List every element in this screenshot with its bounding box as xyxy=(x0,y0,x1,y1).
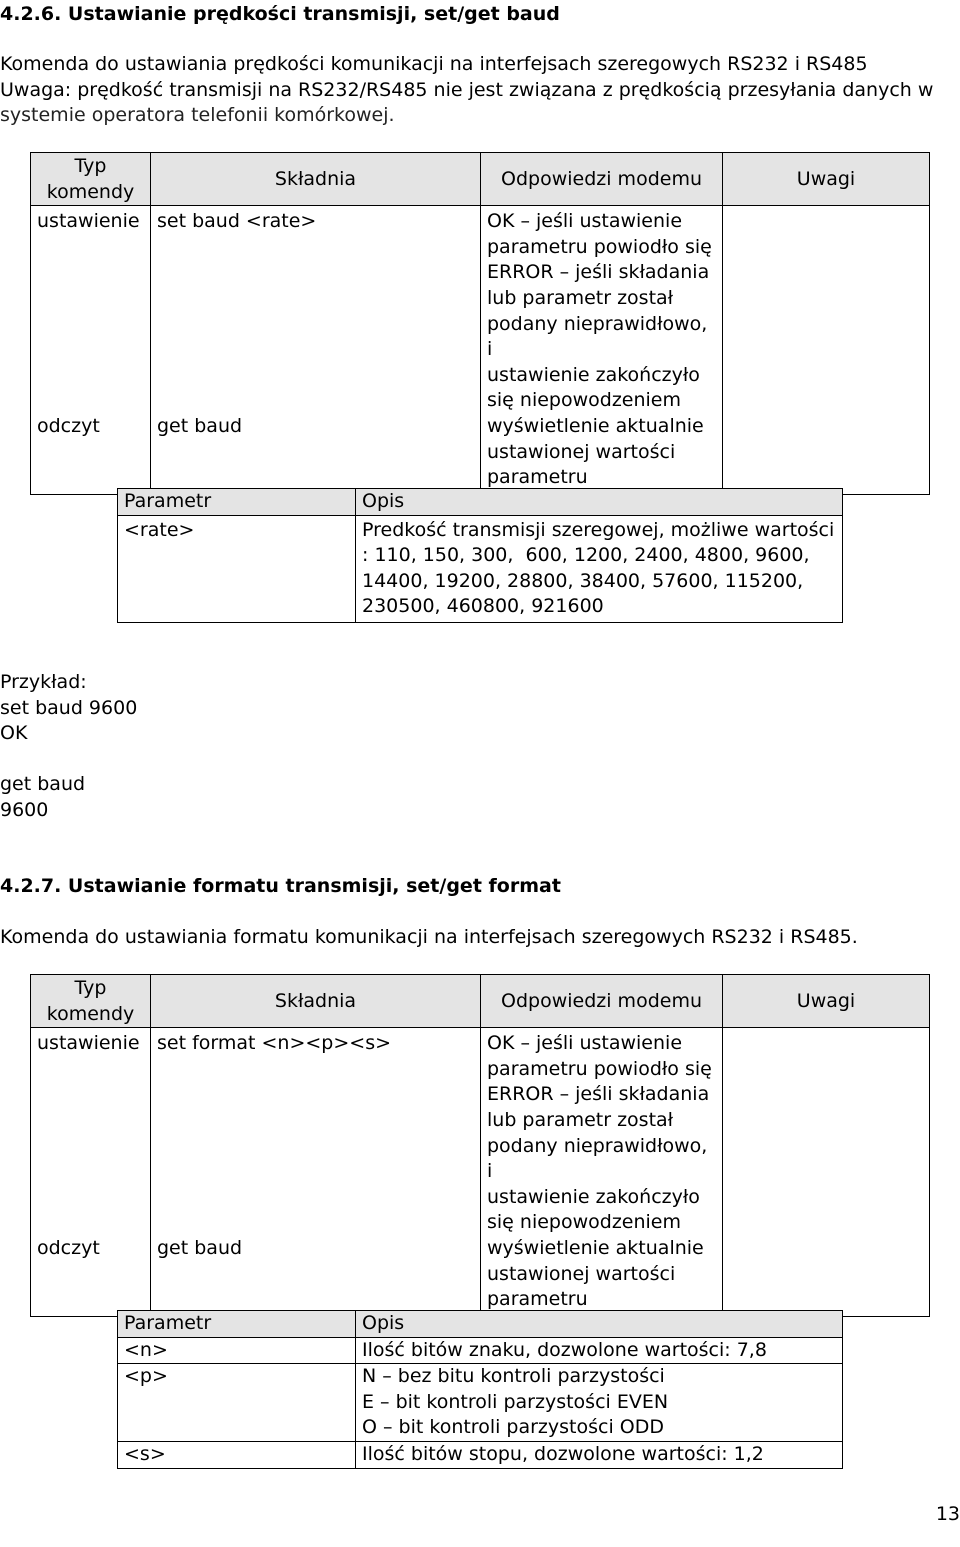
table-row xyxy=(118,1364,843,1442)
param-header-row xyxy=(118,489,843,516)
header-response: Odpowiedzi modemu xyxy=(481,975,723,1028)
intro-paragraph-format xyxy=(0,925,858,951)
cell-type: odczyt xyxy=(31,414,151,494)
param-table-baud xyxy=(117,488,843,623)
param-name: <rate> xyxy=(118,515,356,622)
example-line: OK xyxy=(0,722,28,745)
table-row xyxy=(118,1441,843,1468)
cell-syntax: get baud xyxy=(151,1236,481,1316)
header-type: Typ komendy xyxy=(31,153,151,206)
table-row xyxy=(118,515,843,622)
param-name: <n> xyxy=(118,1337,356,1364)
param-desc: Ilość bitów znaku, dozwolone wartości: 7,8 xyxy=(356,1337,843,1364)
example-line: get baud xyxy=(0,773,86,796)
table-row xyxy=(118,1337,843,1364)
cell-notes xyxy=(723,1236,930,1316)
table-header-row xyxy=(31,153,930,206)
section-heading-baud: 4.2.6. Ustawianie prędkości transmisji, set/get baud xyxy=(0,3,560,25)
example-block xyxy=(0,670,137,824)
param-header: Parametr xyxy=(118,1311,356,1338)
table-row xyxy=(31,1028,930,1236)
intro-line: Uwaga: prędkość transmisji na RS232/RS485 nie jest związana z prędkością przesyłania danych w xyxy=(0,78,934,101)
param-name: <p> xyxy=(118,1364,356,1442)
table-header-row xyxy=(31,975,930,1028)
cell-notes xyxy=(723,414,930,494)
table-row xyxy=(31,414,930,494)
table-row xyxy=(31,206,930,414)
command-table-format xyxy=(30,974,930,1317)
cell-response: wyświetlenie aktualnie ustawionej wartości parametru xyxy=(481,1236,723,1316)
header-notes: Uwagi xyxy=(723,975,930,1028)
cell-type: ustawienie xyxy=(31,1028,151,1236)
cell-response: OK – jeśli ustawienie parametru powiodło się ERROR – jeśli składania lub parametr został podany nieprawidłowo, i ustawienie zakończyło się niepowodzeniem xyxy=(481,1028,723,1236)
cell-syntax: set format <n><p><s> xyxy=(151,1028,481,1236)
header-syntax: Składnia xyxy=(151,153,481,206)
cell-type: ustawienie xyxy=(31,206,151,414)
desc-header: Opis xyxy=(356,489,843,516)
header-syntax: Składnia xyxy=(151,975,481,1028)
cell-response: wyświetlenie aktualnie ustawionej wartości parametru xyxy=(481,414,723,494)
header-type: Typ komendy xyxy=(31,975,151,1028)
param-desc: N – bez bitu kontroli parzystości E – bit kontroli parzystości EVEN O – bit kontroli parzystości ODD xyxy=(356,1364,843,1442)
param-name: <s> xyxy=(118,1441,356,1468)
param-header: Parametr xyxy=(118,489,356,516)
example-line xyxy=(0,747,137,773)
cell-notes xyxy=(723,1028,930,1236)
cell-syntax: set baud <rate> xyxy=(151,206,481,414)
header-notes: Uwagi xyxy=(723,153,930,206)
param-header-row xyxy=(118,1311,843,1338)
example-label: Przykład: xyxy=(0,671,87,693)
cell-notes xyxy=(723,206,930,414)
intro-paragraph-baud xyxy=(0,52,933,129)
param-desc: Predkość transmisji szeregowej, możliwe wartości : 110, 150, 300, 600, 1200, 2400, 4800, 9600, 14400, 19200, 28800, 38400, 57600, 115200, 230500, 460800, 921600 xyxy=(356,515,843,622)
param-table-format xyxy=(117,1310,843,1469)
cell-type: odczyt xyxy=(31,1236,151,1316)
section-heading-format: 4.2.7. Ustawianie formatu transmisji, set/get format xyxy=(0,875,561,897)
cell-syntax: get baud xyxy=(151,414,481,494)
intro-line: Komenda do ustawiania prędkości komunikacji na interfejsach szeregowych RS232 i RS485 xyxy=(0,53,868,75)
example-line: 9600 xyxy=(0,798,49,821)
command-table-baud xyxy=(30,152,930,495)
header-response: Odpowiedzi modemu xyxy=(481,153,723,206)
param-desc: Ilość bitów stopu, dozwolone wartości: 1,2 xyxy=(356,1441,843,1468)
intro-line: Komenda do ustawiania formatu komunikacji na interfejsach szeregowych RS232 i RS485. xyxy=(0,926,858,948)
desc-header: Opis xyxy=(356,1311,843,1338)
page-number: 13 xyxy=(935,1503,960,1525)
table-row xyxy=(31,1236,930,1316)
cell-response: OK – jeśli ustawienie parametru powiodło się ERROR – jeśli składania lub parametr został podany nieprawidłowo, i ustawienie zakończyło się niepowodzeniem xyxy=(481,206,723,414)
example-line: set baud 9600 xyxy=(0,696,138,719)
intro-line: systemie operatora telefonii komórkowej. xyxy=(0,104,395,127)
